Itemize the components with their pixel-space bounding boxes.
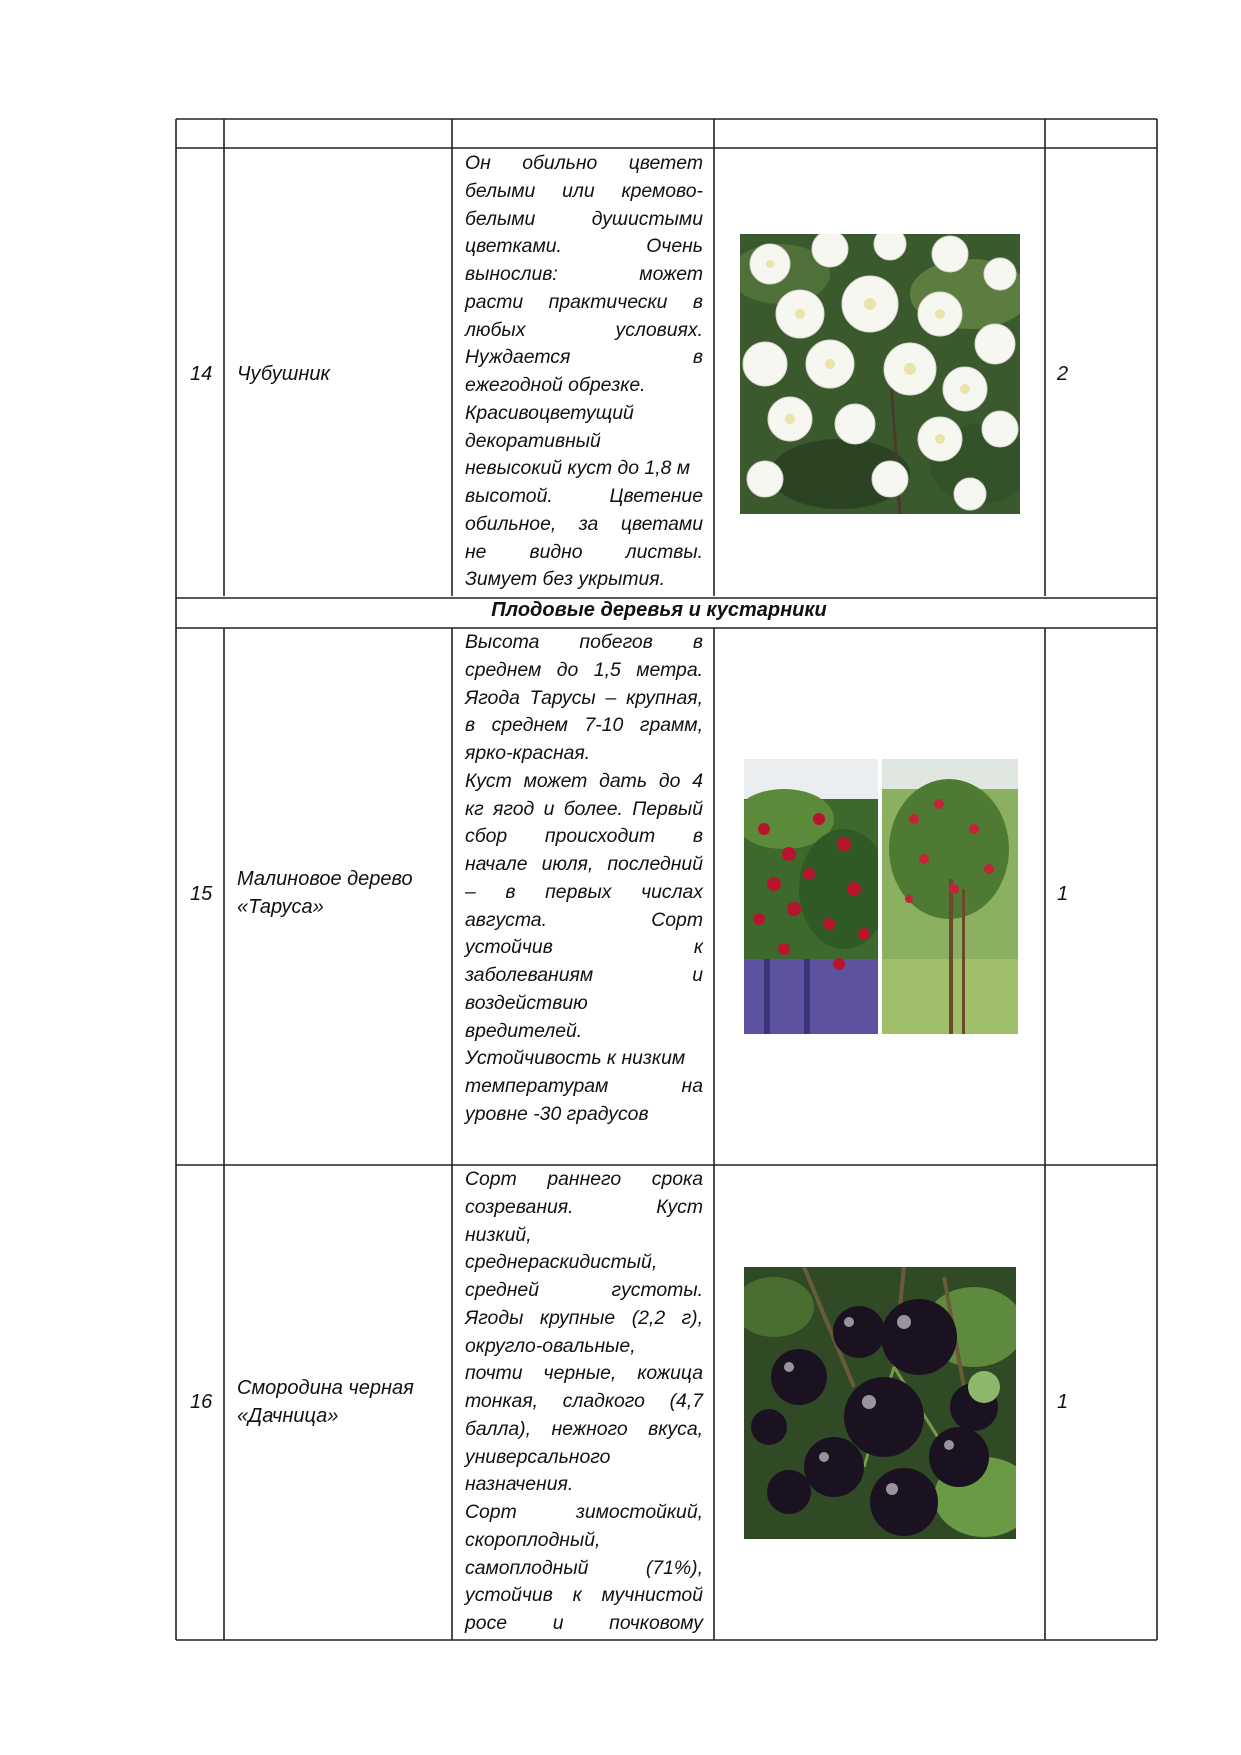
plant-description	[465, 629, 703, 1129]
description-line: заболеваниям и	[465, 964, 703, 986]
description-line: сбор происходит в	[465, 825, 703, 848]
description-line: среднем до 1,5 метра.	[465, 658, 703, 681]
plant-name-line: «Дачница»	[237, 1405, 339, 1427]
description-line: Он обильно цветет	[465, 152, 703, 174]
plant-name	[237, 1374, 414, 1430]
description-line: уровне -30 градусов	[465, 1102, 649, 1125]
quantity: 1	[1057, 883, 1069, 905]
description-line: созревания. Куст	[465, 1195, 703, 1218]
description-line: низкий,	[465, 1223, 532, 1246]
description-line: назначения.	[465, 1473, 574, 1496]
description-line: августа. Сорт	[465, 908, 703, 931]
plant-name-line: Смородина черная	[237, 1377, 414, 1399]
description-line: Сорт зимостойкий,	[465, 1501, 703, 1523]
description-line: любых условиях.	[465, 318, 703, 341]
row-number: 16	[190, 1391, 213, 1413]
description-line: устойчив к мучнистой	[465, 1584, 703, 1607]
description-line: начале июля, последний	[465, 853, 703, 875]
description-line: Красивоцветущий	[465, 401, 634, 424]
description-line: ярко-красная.	[465, 742, 591, 764]
description-line: в среднем 7-10 грамм,	[465, 714, 703, 737]
description-line: белыми или кремово-	[465, 179, 703, 202]
description-line: температурам на	[465, 1075, 703, 1097]
quantity: 1	[1057, 1391, 1069, 1413]
description-line: высотой. Цветение	[465, 485, 703, 507]
description-line: обильное, за цветами	[465, 512, 703, 535]
description-line: расти практически в	[465, 290, 703, 313]
description-line: балла), нежного вкуса,	[465, 1417, 703, 1440]
plant-description	[465, 1166, 703, 1638]
plant-name-line: Малиновое дерево	[237, 868, 413, 890]
description-line: устойчив к	[465, 936, 703, 959]
row-number: 15	[190, 883, 213, 905]
plant-name-line: «Таруса»	[237, 896, 324, 918]
description-line: тонкая, сладкого (4,7	[465, 1390, 703, 1412]
description-line: вредителей.	[465, 1019, 583, 1042]
description-line: Ягода Тарусы – крупная,	[465, 686, 703, 709]
description-line: почти черные, кожица	[465, 1362, 703, 1385]
description-line: кг ягод и более. Первый	[465, 797, 703, 820]
description-line: не видно листвы.	[465, 540, 703, 563]
description-line: средней густоты.	[465, 1279, 703, 1301]
description-line: – в первых числах	[465, 880, 703, 903]
black-currant-photo	[744, 1267, 1016, 1539]
description-line: невысокий куст до 1,8 м	[465, 457, 691, 480]
description-line: самоплодный (71%),	[465, 1556, 703, 1579]
description-line: округло-овальные,	[465, 1334, 636, 1357]
description-line: универсального	[465, 1445, 611, 1468]
section-header: Плодовые деревья и кустарники	[491, 599, 827, 621]
description-line: Зимует без укрытия.	[465, 568, 666, 591]
description-line: воздействию	[465, 991, 588, 1014]
plant-name	[237, 865, 413, 921]
description-line: Высота побегов в	[465, 631, 703, 653]
description-line: Нуждается в	[465, 346, 703, 369]
description-line: росе и почковому	[465, 1612, 703, 1634]
row-number: 14	[190, 363, 213, 385]
description-line: среднераскидистый,	[465, 1251, 658, 1274]
description-line: Устойчивость к низким	[465, 1047, 686, 1070]
plant-name-line: Чубушник	[237, 363, 330, 385]
plant-description	[465, 150, 703, 594]
description-line: Куст может дать до 4	[465, 769, 703, 792]
raspberry-tree-photo	[744, 759, 1018, 1034]
description-line: цветками. Очень	[465, 235, 703, 258]
description-line: Сорт раннего срока	[465, 1168, 703, 1190]
quantity: 2	[1057, 363, 1069, 385]
description-line: Ягоды крупные (2,2 г),	[465, 1306, 703, 1329]
description-line: вынослив: может	[465, 263, 703, 285]
jasmine-flowers-photo	[740, 234, 1020, 514]
description-line: декоративный	[465, 429, 601, 452]
description-line: белыми душистыми	[465, 207, 703, 230]
plant-name	[237, 360, 330, 388]
description-line: скороплодный,	[465, 1528, 601, 1551]
description-line: ежегодной обрезке.	[465, 374, 646, 396]
